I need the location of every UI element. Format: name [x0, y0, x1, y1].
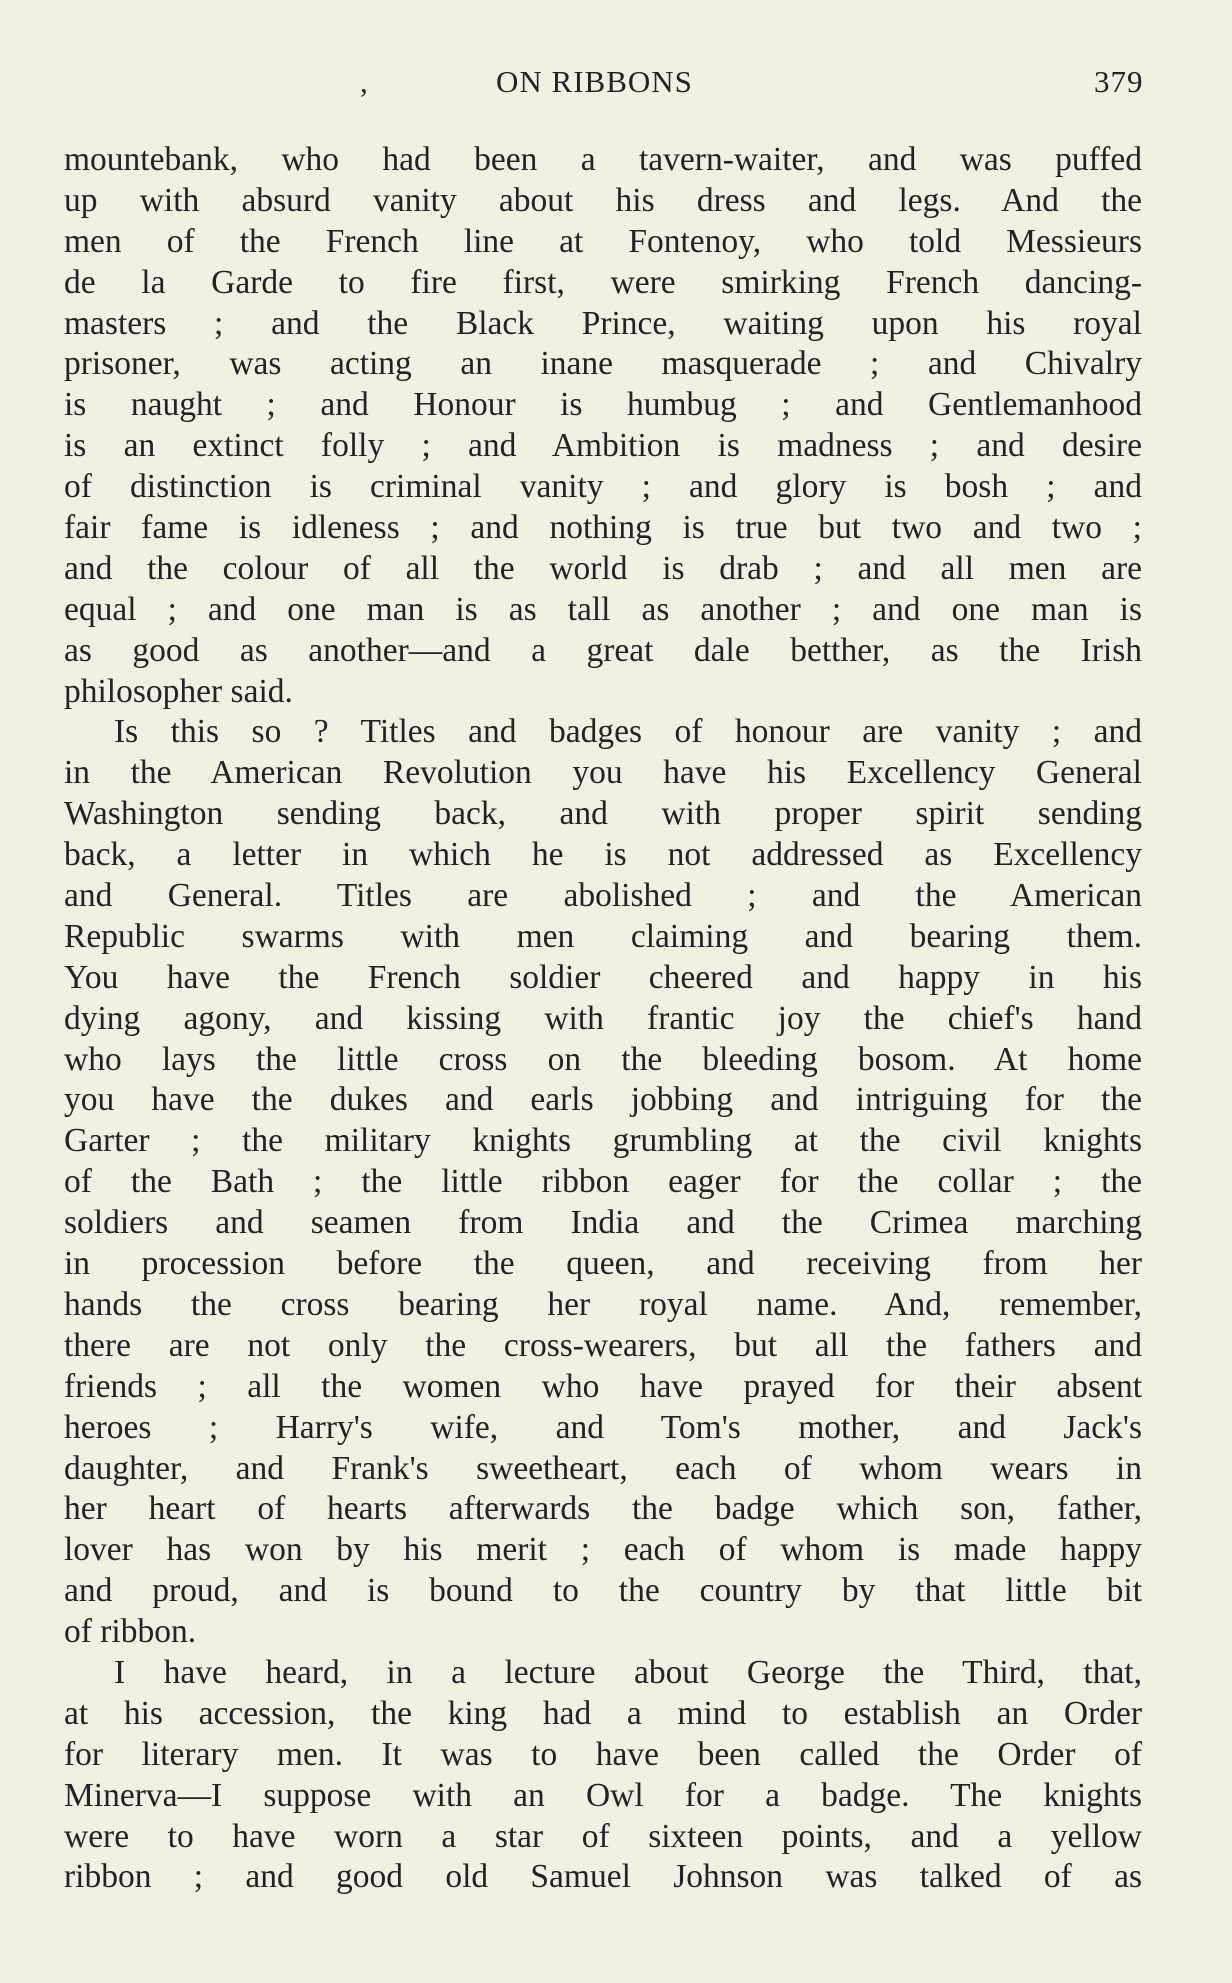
text-line: and General. Titles are abolished ; and the American	[64, 877, 1142, 915]
printer-mark: ,	[360, 64, 369, 99]
chapter-title: ON RIBBONS	[496, 64, 693, 99]
text-line: Republic swarms with men claiming and bearing them.	[64, 917, 1142, 955]
text-line: daughter, and Frank's sweetheart, each of whom wears in	[64, 1449, 1142, 1487]
text-line: mountebank, who had been a tavern-waiter, and was puffed	[64, 141, 1142, 178]
text-line: and the colour of all the world is drab ; and all men are	[64, 549, 1142, 587]
text-line: at his accession, the king had a mind to establish an Order	[64, 1694, 1142, 1732]
paragraph-start-line: Is this so ? Titles and badges of honour are vanity ; and	[114, 713, 1142, 751]
text-line: heroes ; Harry's wife, and Tom's mother, and Jack's	[64, 1408, 1142, 1446]
text-line: in the American Revolution you have his Excellency General	[64, 754, 1142, 792]
text-line: prisoner, was acting an inane masquerade ; and Chivalry	[64, 345, 1142, 383]
text-line: you have the dukes and earls jobbing and intriguing for the	[64, 1081, 1142, 1119]
text-line: is naught ; and Honour is humbug ; and Gentlemanhood	[64, 386, 1142, 424]
text-line: You have the French soldier cheered and happy in his	[64, 958, 1142, 996]
text-line: hands the cross bearing her royal name. And, remember,	[64, 1285, 1142, 1323]
text-line: fair fame is idleness ; and nothing is true but two and two ;	[64, 509, 1142, 547]
text-line: there are not only the cross-wearers, but all the fathers and	[64, 1326, 1142, 1364]
text-line: masters ; and the Black Prince, waiting upon his royal	[64, 304, 1142, 342]
running-head	[0, 64, 1232, 108]
text-line: her heart of hearts afterwards the badge which son, father,	[64, 1490, 1142, 1528]
paragraph-end-line: of ribbon.	[64, 1613, 197, 1651]
body-text	[64, 140, 1142, 1898]
paragraph-start-line: I have heard, in a lecture about George the Third, that,	[114, 1653, 1142, 1691]
text-line: lover has won by his merit ; each of whom is made happy	[64, 1531, 1142, 1569]
text-line: Garter ; the military knights grumbling at the civil knights	[64, 1122, 1142, 1160]
text-line: of the Bath ; the little ribbon eager for the collar ; the	[64, 1163, 1142, 1201]
text-line: who lays the little cross on the bleeding bosom. At home	[64, 1040, 1142, 1078]
text-line: Washington sending back, and with proper spirit sending	[64, 795, 1142, 833]
text-line: up with absurd vanity about his dress and legs. And the	[64, 181, 1142, 219]
text-line: and proud, and is bound to the country by that little bit	[64, 1572, 1142, 1610]
text-line: as good as another—and a great dale betther, as the Irish	[64, 631, 1142, 669]
text-line: for literary men. It was to have been called the Order of	[64, 1735, 1142, 1773]
text-line: dying agony, and kissing with frantic joy the chief's hand	[64, 999, 1142, 1037]
text-line: men of the French line at Fontenoy, who told Messieurs	[64, 222, 1142, 260]
text-line: were to have worn a star of sixteen points, and a yellow	[64, 1817, 1142, 1855]
text-line: equal ; and one man is as tall as another ; and one man is	[64, 590, 1142, 628]
paragraph-end-line: philosopher said.	[64, 672, 293, 710]
text-line: soldiers and seamen from India and the Crimea marching	[64, 1204, 1142, 1242]
text-line: is an extinct folly ; and Ambition is madness ; and desire	[64, 427, 1142, 465]
text-line: ribbon ; and good old Samuel Johnson was talked of as	[64, 1858, 1142, 1896]
text-line: in procession before the queen, and receiving from her	[64, 1245, 1142, 1283]
text-line: back, a letter in which he is not addressed as Excellency	[64, 836, 1142, 874]
text-line: Minerva—I suppose with an Owl for a badge. The knights	[64, 1776, 1142, 1814]
text-line: de la Garde to fire first, were smirking French dancing-	[64, 263, 1142, 301]
text-line: friends ; all the women who have prayed for their absent	[64, 1367, 1142, 1405]
page-number: 379	[1094, 64, 1144, 99]
text-line: of distinction is criminal vanity ; and glory is bosh ; and	[64, 468, 1142, 506]
